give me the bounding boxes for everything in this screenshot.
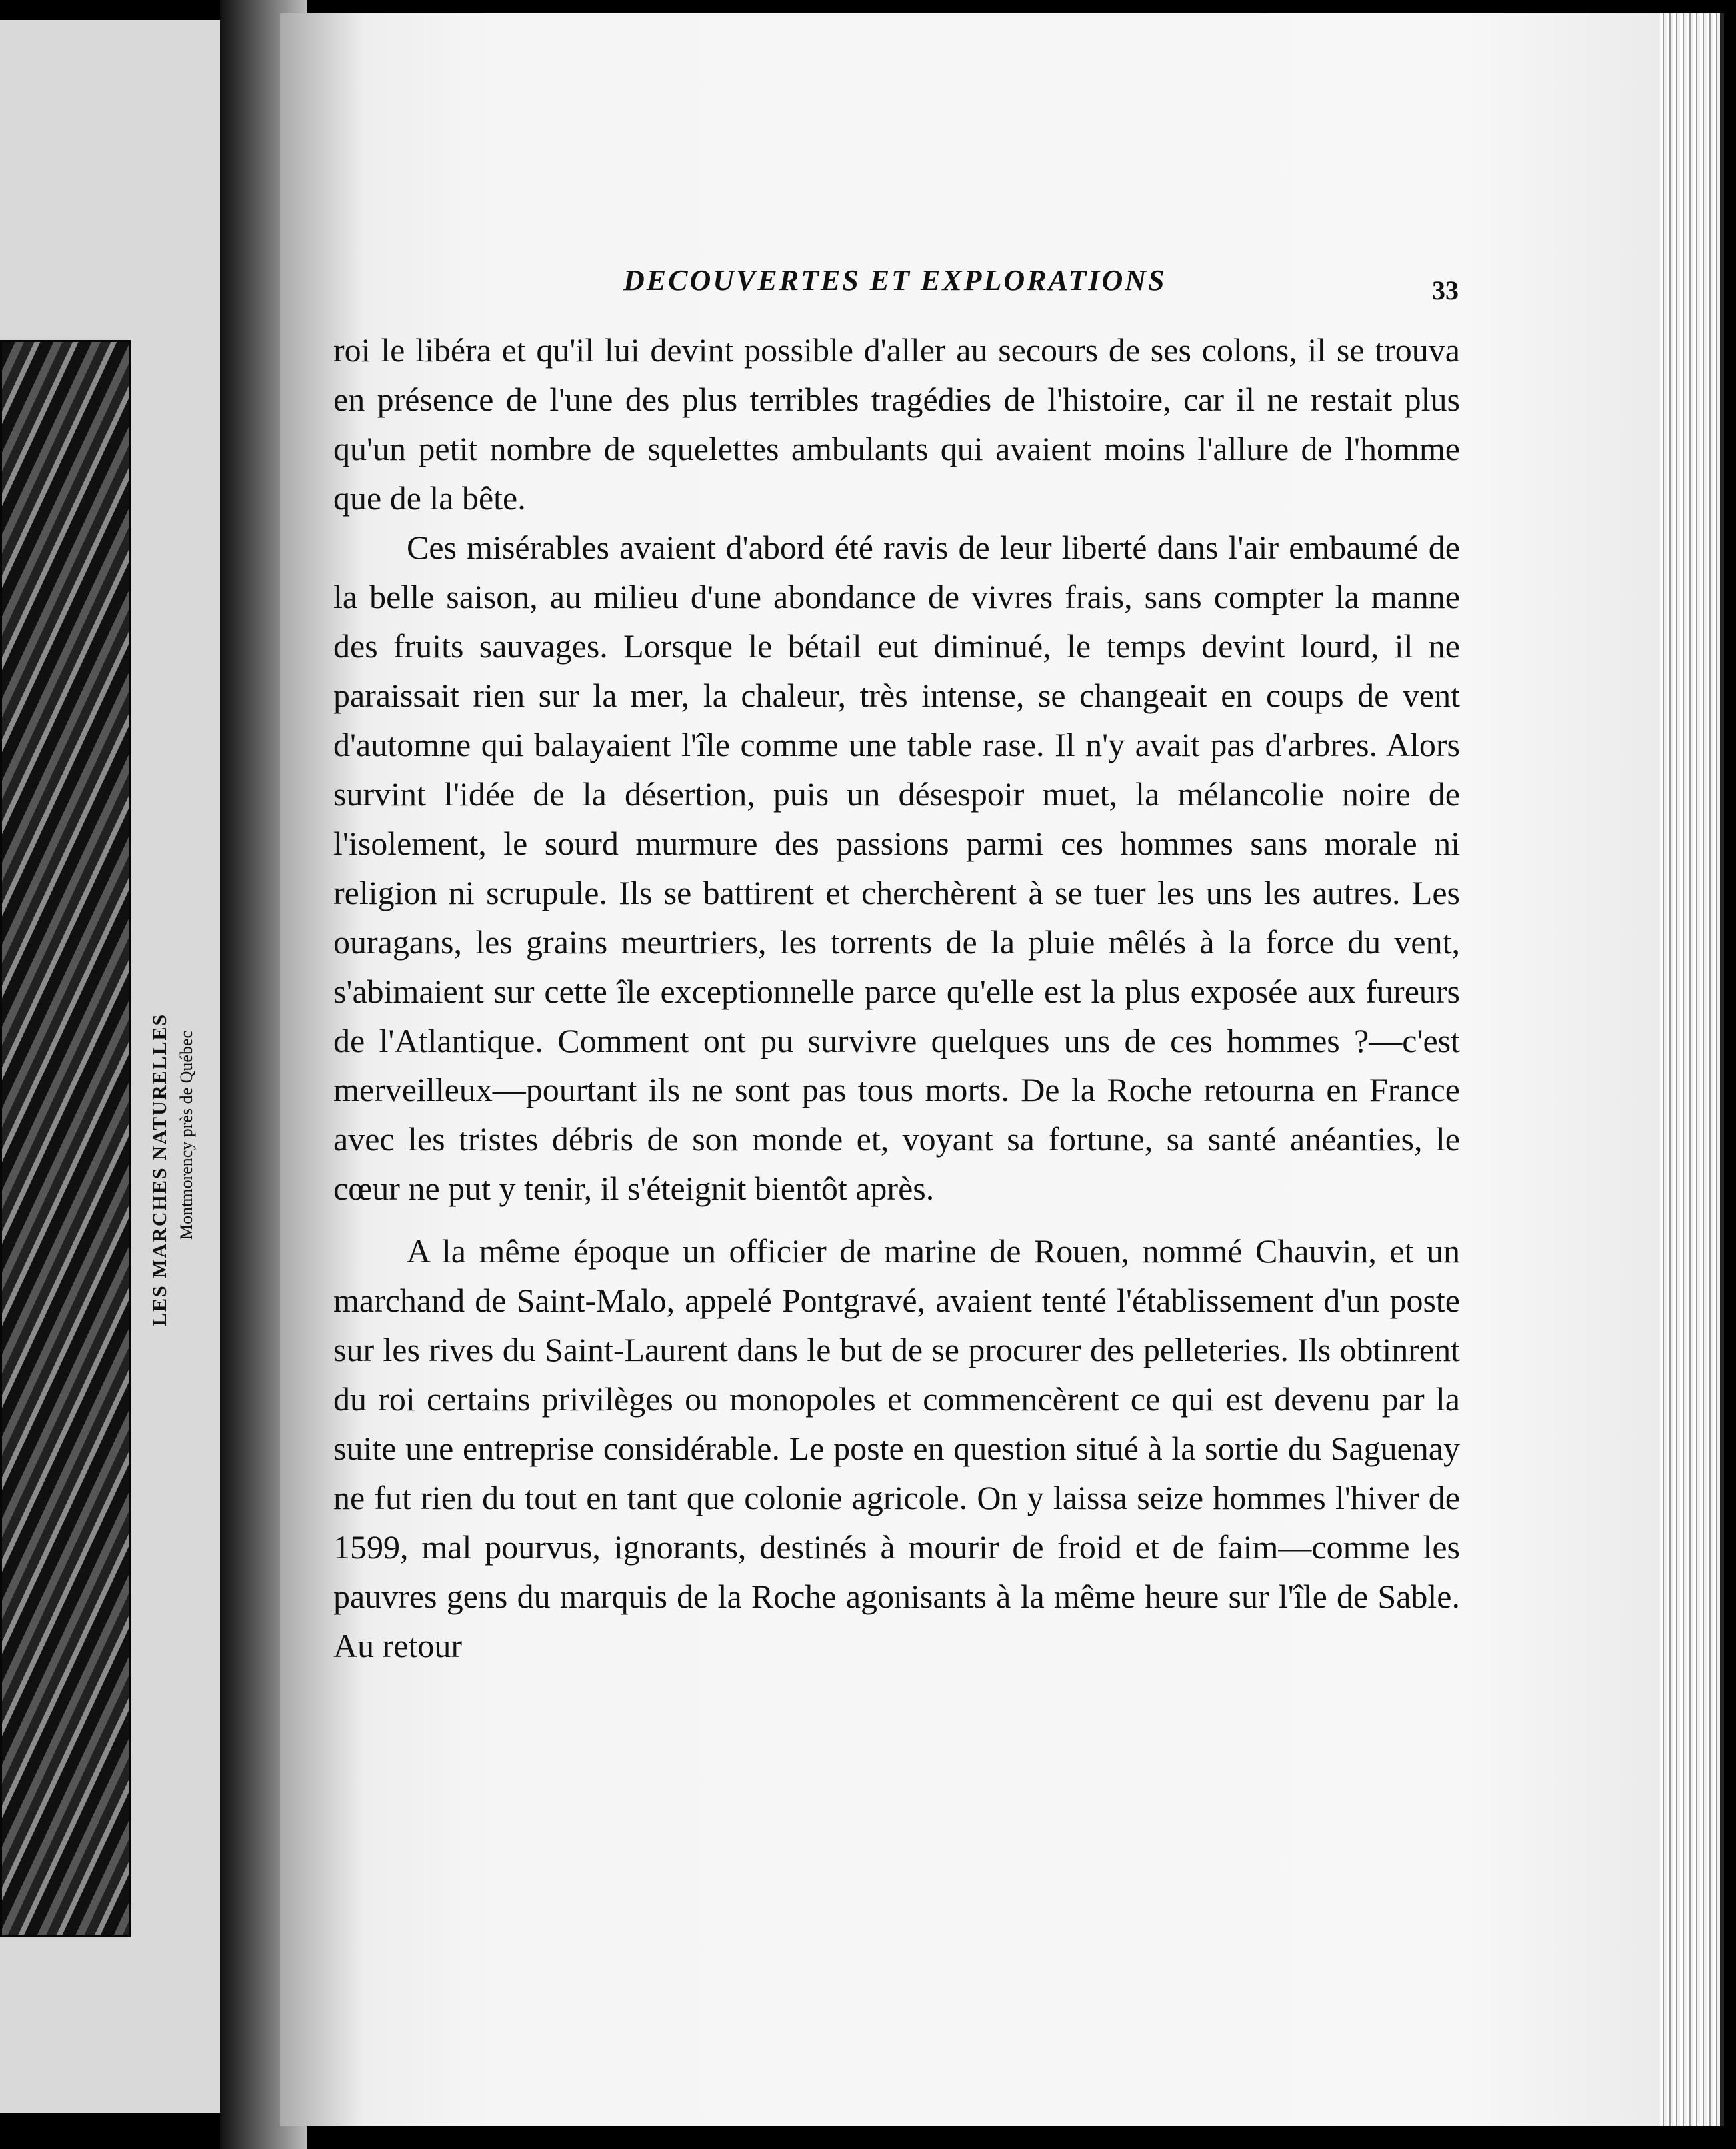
paragraph: A la même époque un officier de marine de Rouen, nommé Chauvin, et un marchand de Saint-Malo, appelé Pontgravé, avaient tenté l'établissement d'un poste sur les rives du Saint-Laurent dans le but de se procurer des pelleteries. Ils obtinrent du roi certains privilèges ou monopoles et commencèrent ce qui est devenu par la suite une entreprise considérable. Le poste en question situé à la sortie du Saguenay ne fut rien du tout en tant que colonie agricole. On y laissa seize hommes l'hiver de 1599, mal pourvus, ignorants, destinés à mourir de froid et de faim—comme les pauvres gens du marquis de la Roche agonisants à la même heure sur l'île de Sable. Au retour: [333, 1232, 1460, 1664]
running-head: DECOUVERTES ET EXPLORATIONS: [623, 264, 1167, 297]
body-text: [333, 325, 1460, 1670]
paragraph: roi le libéra et qu'il lui devint possible d'aller au secours de ses colons, il se trouva en présence de l'une des plus terribles tragédies de l'histoire, car il ne restait plus qu'un petit nombre de squelettes ambulants qui avaient moins l'allure de l'homme que de la bête.: [333, 331, 1460, 517]
plate-caption-title: LES MARCHES NATURELLES: [149, 1013, 171, 1326]
page-number: 33: [1432, 275, 1459, 305]
waterfall-photograph: [0, 340, 131, 1937]
paragraph: Ces misérables avaient d'abord été ravis de leur liberté dans l'air embaumé de la belle saison, au milieu d'une abondance de vivres frais, sans compter la manne des fruits sauvages. Lorsque le bétail eut diminué, le temps devint lourd, il ne paraissait rien sur la mer, la chaleur, très intense, se changeait en coups de vent d'automne qui balayaient l'île comme une table rase. Il n'y avait pas d'arbres. Alors survint l'idée de la désertion, puis un désespoir muet, la mélancolie noire de l'isolement, le sourd murmure des passions parmi ces hommes sans morale ni religion ni scrupule. Ils se battirent et cherchèrent à se tuer les uns les autres. Les ouragans, les grains meurtriers, les torrents de la pluie mêlés à la force du vent, s'abimaient sur cette île exceptionnelle parce qu'elle est la plus exposée aux fureurs de l'Atlantique. Comment ont pu survivre quelques uns de ces hommes ?—c'est merveilleux—pourtant ils ne sont pas tous morts. De la Roche retourna en France avec les tristes débris de son monde et, voyant sa fortune, sa santé anéanties, le cœur ne put y tenir, il s'éteignit bientôt après.: [333, 529, 1460, 1207]
plate-caption-subtitle: Montmorency près de Québec: [177, 1030, 196, 1240]
facing-page: [0, 20, 220, 2113]
plate-caption: [137, 953, 217, 1326]
page-edges: [1660, 13, 1724, 2126]
